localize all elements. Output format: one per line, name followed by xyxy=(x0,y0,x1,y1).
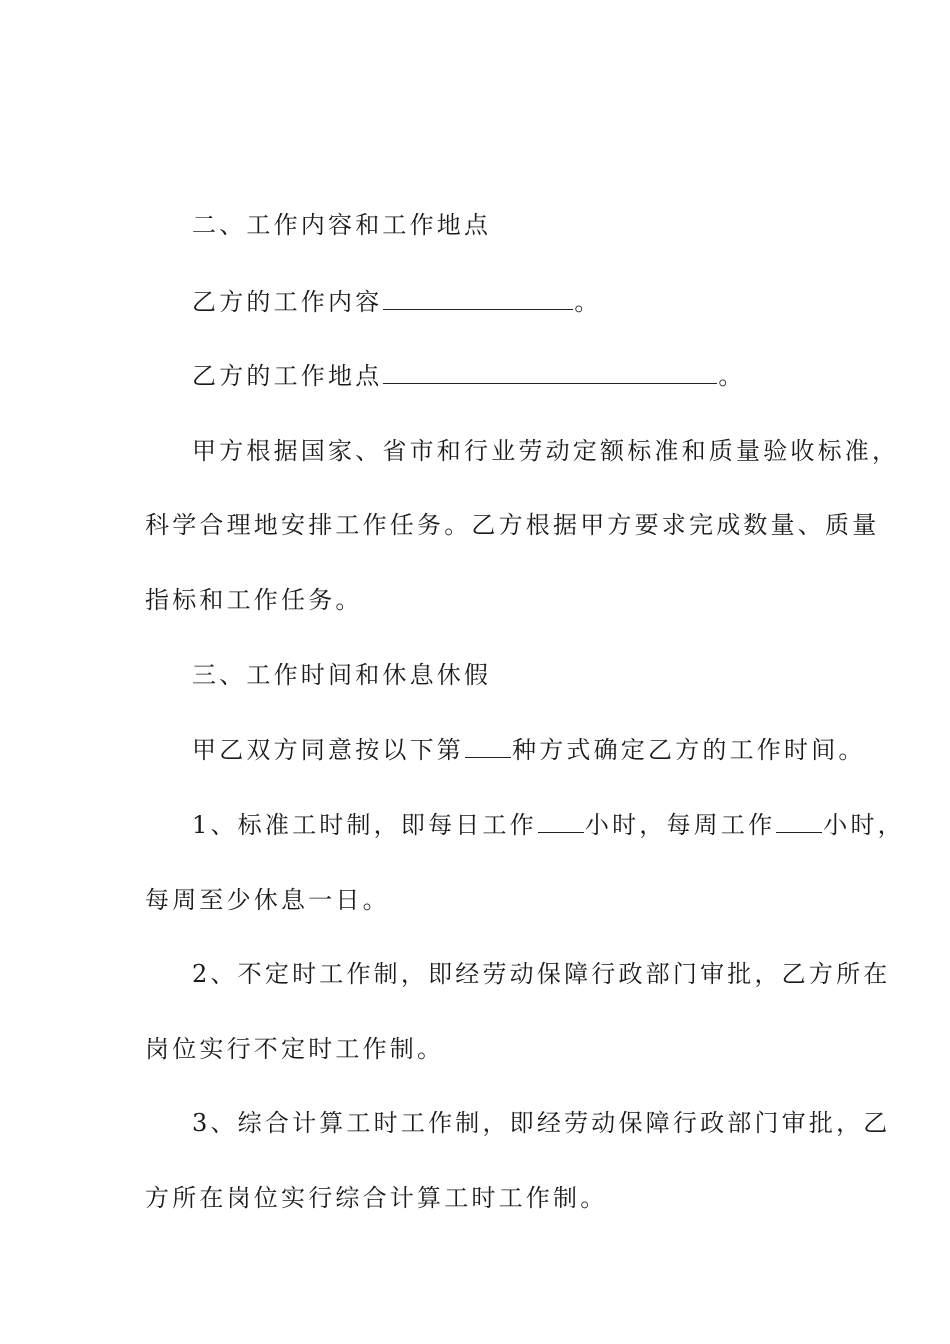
quota-paragraph-line1: 甲方根据国家、省市和行业劳动定额标准和质量验收标准， xyxy=(192,437,900,465)
standard-hours-line1 xyxy=(192,809,905,841)
work-content-end: 。 xyxy=(574,288,602,316)
daily-hours-blank[interactable] xyxy=(538,810,584,833)
flexible-hours-line2: 岗位实行不定时工作制。 xyxy=(145,1035,445,1063)
work-location-end: 。 xyxy=(718,362,746,390)
work-time-option-blank[interactable] xyxy=(465,735,511,758)
flexible-hours-line1: 2、不定时工作制，即经劳动保障行政部门审批，乙方所在 xyxy=(192,960,891,988)
quota-paragraph-line3: 指标和工作任务。 xyxy=(145,586,363,614)
work-time-intro-b: 种方式确定乙方的工作时间。 xyxy=(512,736,866,764)
work-time-intro-line xyxy=(192,734,866,766)
weekly-hours-blank[interactable] xyxy=(776,810,822,833)
work-time-intro-a: 甲乙双方同意按以下第 xyxy=(192,736,464,764)
work-location-label: 乙方的工作地点 xyxy=(192,362,383,390)
section3-heading: 三、工作时间和休息休假 xyxy=(192,661,492,689)
work-content-line xyxy=(192,286,602,318)
quota-paragraph-line2: 科学合理地安排工作任务。乙方根据甲方要求完成数量、质量 xyxy=(145,511,880,539)
comprehensive-hours-line1: 3、综合计算工时工作制，即经劳动保障行政部门审批，乙 xyxy=(192,1109,891,1137)
standard-hours-c: 小时， xyxy=(823,811,905,839)
work-location-line xyxy=(192,360,746,392)
standard-hours-b: 小时，每周工作 xyxy=(584,811,776,839)
standard-hours-a: 1、标准工时制，即每日工作 xyxy=(192,811,537,839)
work-content-label: 乙方的工作内容 xyxy=(192,288,383,316)
work-content-blank[interactable] xyxy=(383,287,573,310)
standard-hours-line2: 每周至少休息一日。 xyxy=(145,886,390,914)
comprehensive-hours-line2: 方所在岗位实行综合计算工时工作制。 xyxy=(145,1184,608,1212)
work-location-blank[interactable] xyxy=(383,361,717,384)
section2-heading: 二、工作内容和工作地点 xyxy=(192,211,492,239)
